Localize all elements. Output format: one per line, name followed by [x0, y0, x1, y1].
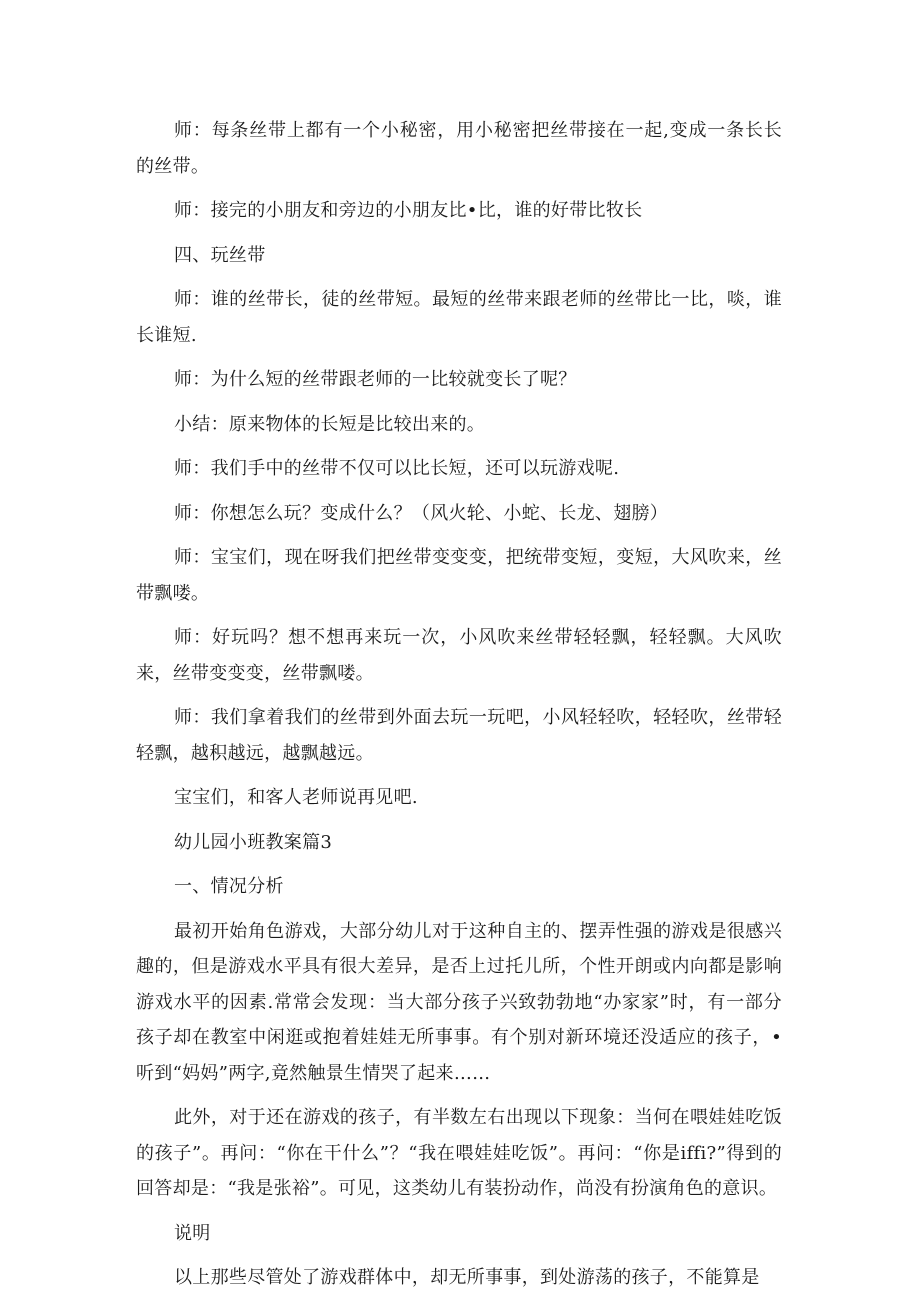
paragraph-10: 宝宝们，和客人老师说再见吧.	[174, 787, 418, 808]
document-body	[136, 113, 782, 1305]
paragraph-5: 师：我们手中的丝带不仅可以比长短，还可以玩游戏呢.	[174, 458, 620, 479]
paragraph-9: 师：我们拿着我们的丝带到外面去玩一玩吧，小风轻轻吹，轻轻吹，丝带轻轻飘，越积越远，越飘越远。	[136, 707, 782, 764]
paragraph-summary: 小结：原来物体的长短是比较出来的。	[174, 413, 486, 435]
section-heading-play-ribbon: 四、玩丝带	[174, 244, 266, 266]
paragraph-12: 此外，对于还在游戏的孩子，有半数左右出现以下现象：当何在喂娃娃吃饭的孩子”。再问：“你在干什么”？“我在喂娃娃吃饭”。再问：“你是iffi?”得到的回答却是：“我是张裕”。可见，这类幼儿有装扮动作，尚没有扮演角色的意识。	[136, 1107, 782, 1199]
paragraph-7: 师：宝宝们，现在呀我们把丝带变变变，把统带变短，变短，大风吹来，丝带飘喽。	[136, 547, 782, 604]
paragraph-8: 师：好玩吗？想不想再来玩一次，小风吹来丝带轻轻飘，轻轻飘。大风吹来，丝带变变变，丝带飘喽。	[136, 627, 782, 684]
paragraph-1: 师：每条丝带上都有一个小秘密，用小秘密把丝带接在一起,变成一条长长的丝带。	[136, 120, 782, 177]
paragraph-11: 最初开始角色游戏，大部分幼儿对于这种自主的、摆弄性强的游戏是很感兴趣的，但是游戏水平具有很大差异，是否上过托儿所，个性开朗或内向都是影响游戏水平的因素.常常会发现：当大部分孩子兴致勃勃地“办家家”时，有一部分孩子却在教室中闲逛或抱着娃娃无所事事。有个别对新环境还没适应的孩子，•听到“妈妈”两字,竟然触景生情哭了起来……	[136, 920, 782, 1084]
paragraph-6: 师：你想怎么玩？变成什么？（风火轮、小蛇、长龙、翅膀）	[174, 502, 669, 524]
paragraph-13: 以上那些尽管处了游戏群体中，却无所事事，到处游荡的孩子，不能算是	[174, 1267, 760, 1288]
section-heading-explanation: 说明	[174, 1222, 211, 1244]
paragraph-2: 师：接完的小朋友和旁边的小朋友比•比，谁的好带比牧长	[174, 200, 643, 221]
paragraph-3: 师：谁的丝带长，徒的丝带短。最短的丝带来跟老师的丝带比一比，啖，谁长谁短.	[136, 289, 782, 346]
paragraph-4: 师：为什么短的丝带跟老师的一比较就变长了呢？	[174, 369, 577, 390]
section-heading-situation-analysis: 一、情况分析	[174, 876, 284, 897]
lesson-plan-title: 幼儿园小班教案篇3	[174, 831, 333, 853]
